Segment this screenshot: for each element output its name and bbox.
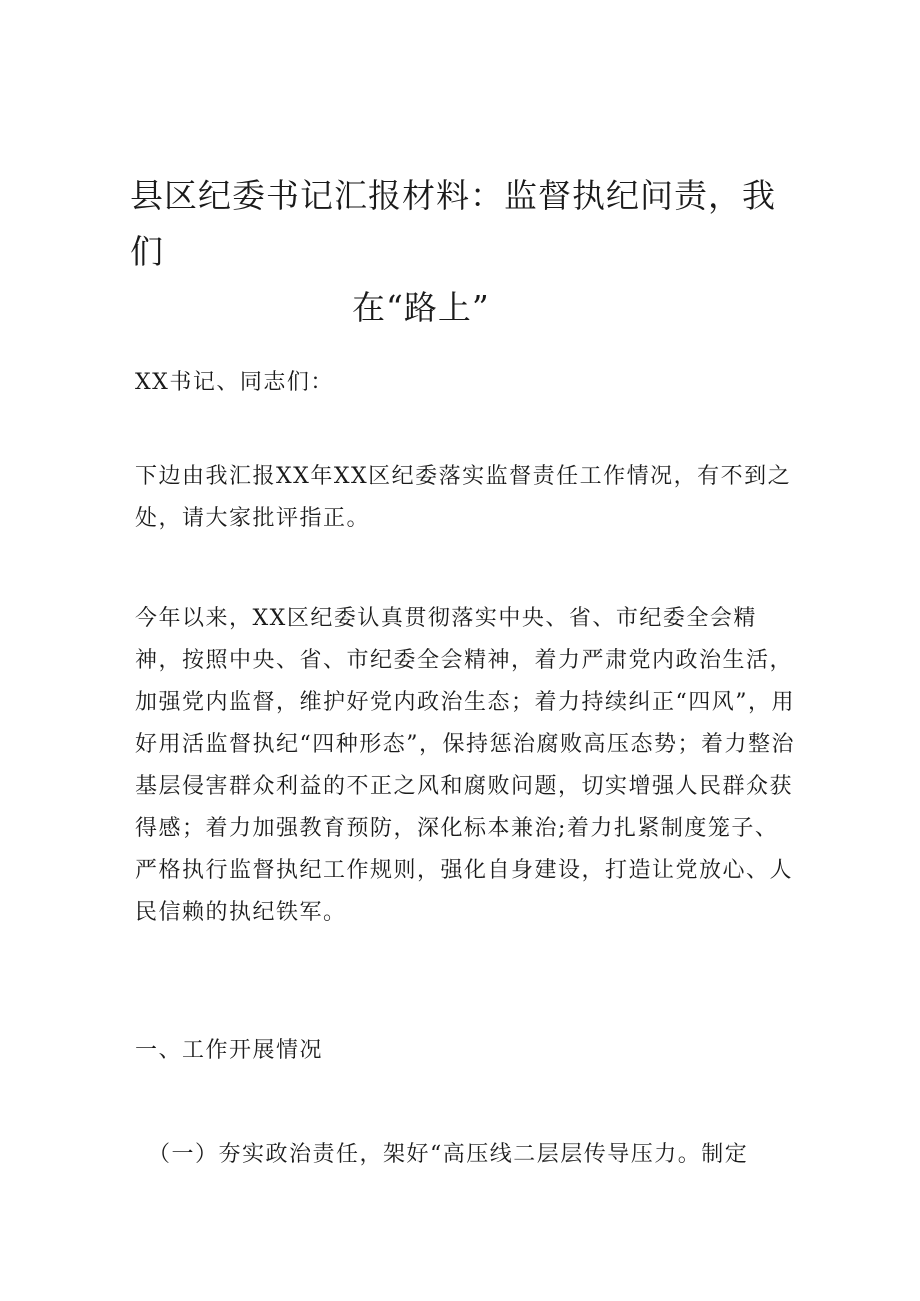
subsection-text: （一）夯实政治责任，架好“高压线二层层传导压力。制定 [148, 1142, 749, 1167]
salutation: XX书记、同志们： [135, 370, 334, 395]
title-line-1: 县区纪委书记汇报材料：监督执纪问责，我们 [130, 176, 776, 271]
paragraph-summary: 今年以来，XX区纪委认真贯彻落实中央、省、市纪委全会精神，按照中央、省、市纪委全会精神，着力严肃党内政治生活，加强党内监督，维护好党内政治生态；着力持续纠正“四风”，用好用活监督执纪“四种形态”，保持惩治腐败高压态势；着力整治基层侵害群众利益的不正之风和腐败问题，切实增强人民群众获得感；着力加强教育预防，深化标本兼治;着力扎紧制度笼子、严格执行监督执纪工作规则，强化自身建设，打造让党放心、人民信赖的执纪铁军。 [135, 606, 795, 925]
title-line-2: 在“路上” [352, 288, 490, 327]
paragraph-intro: 下边由我汇报XX年XX区纪委落实监督责任工作情况，有不到之处，请大家批评指正。 [135, 464, 792, 531]
section-heading: 一、工作开展情况 [135, 1038, 324, 1063]
document-title [130, 168, 790, 336]
